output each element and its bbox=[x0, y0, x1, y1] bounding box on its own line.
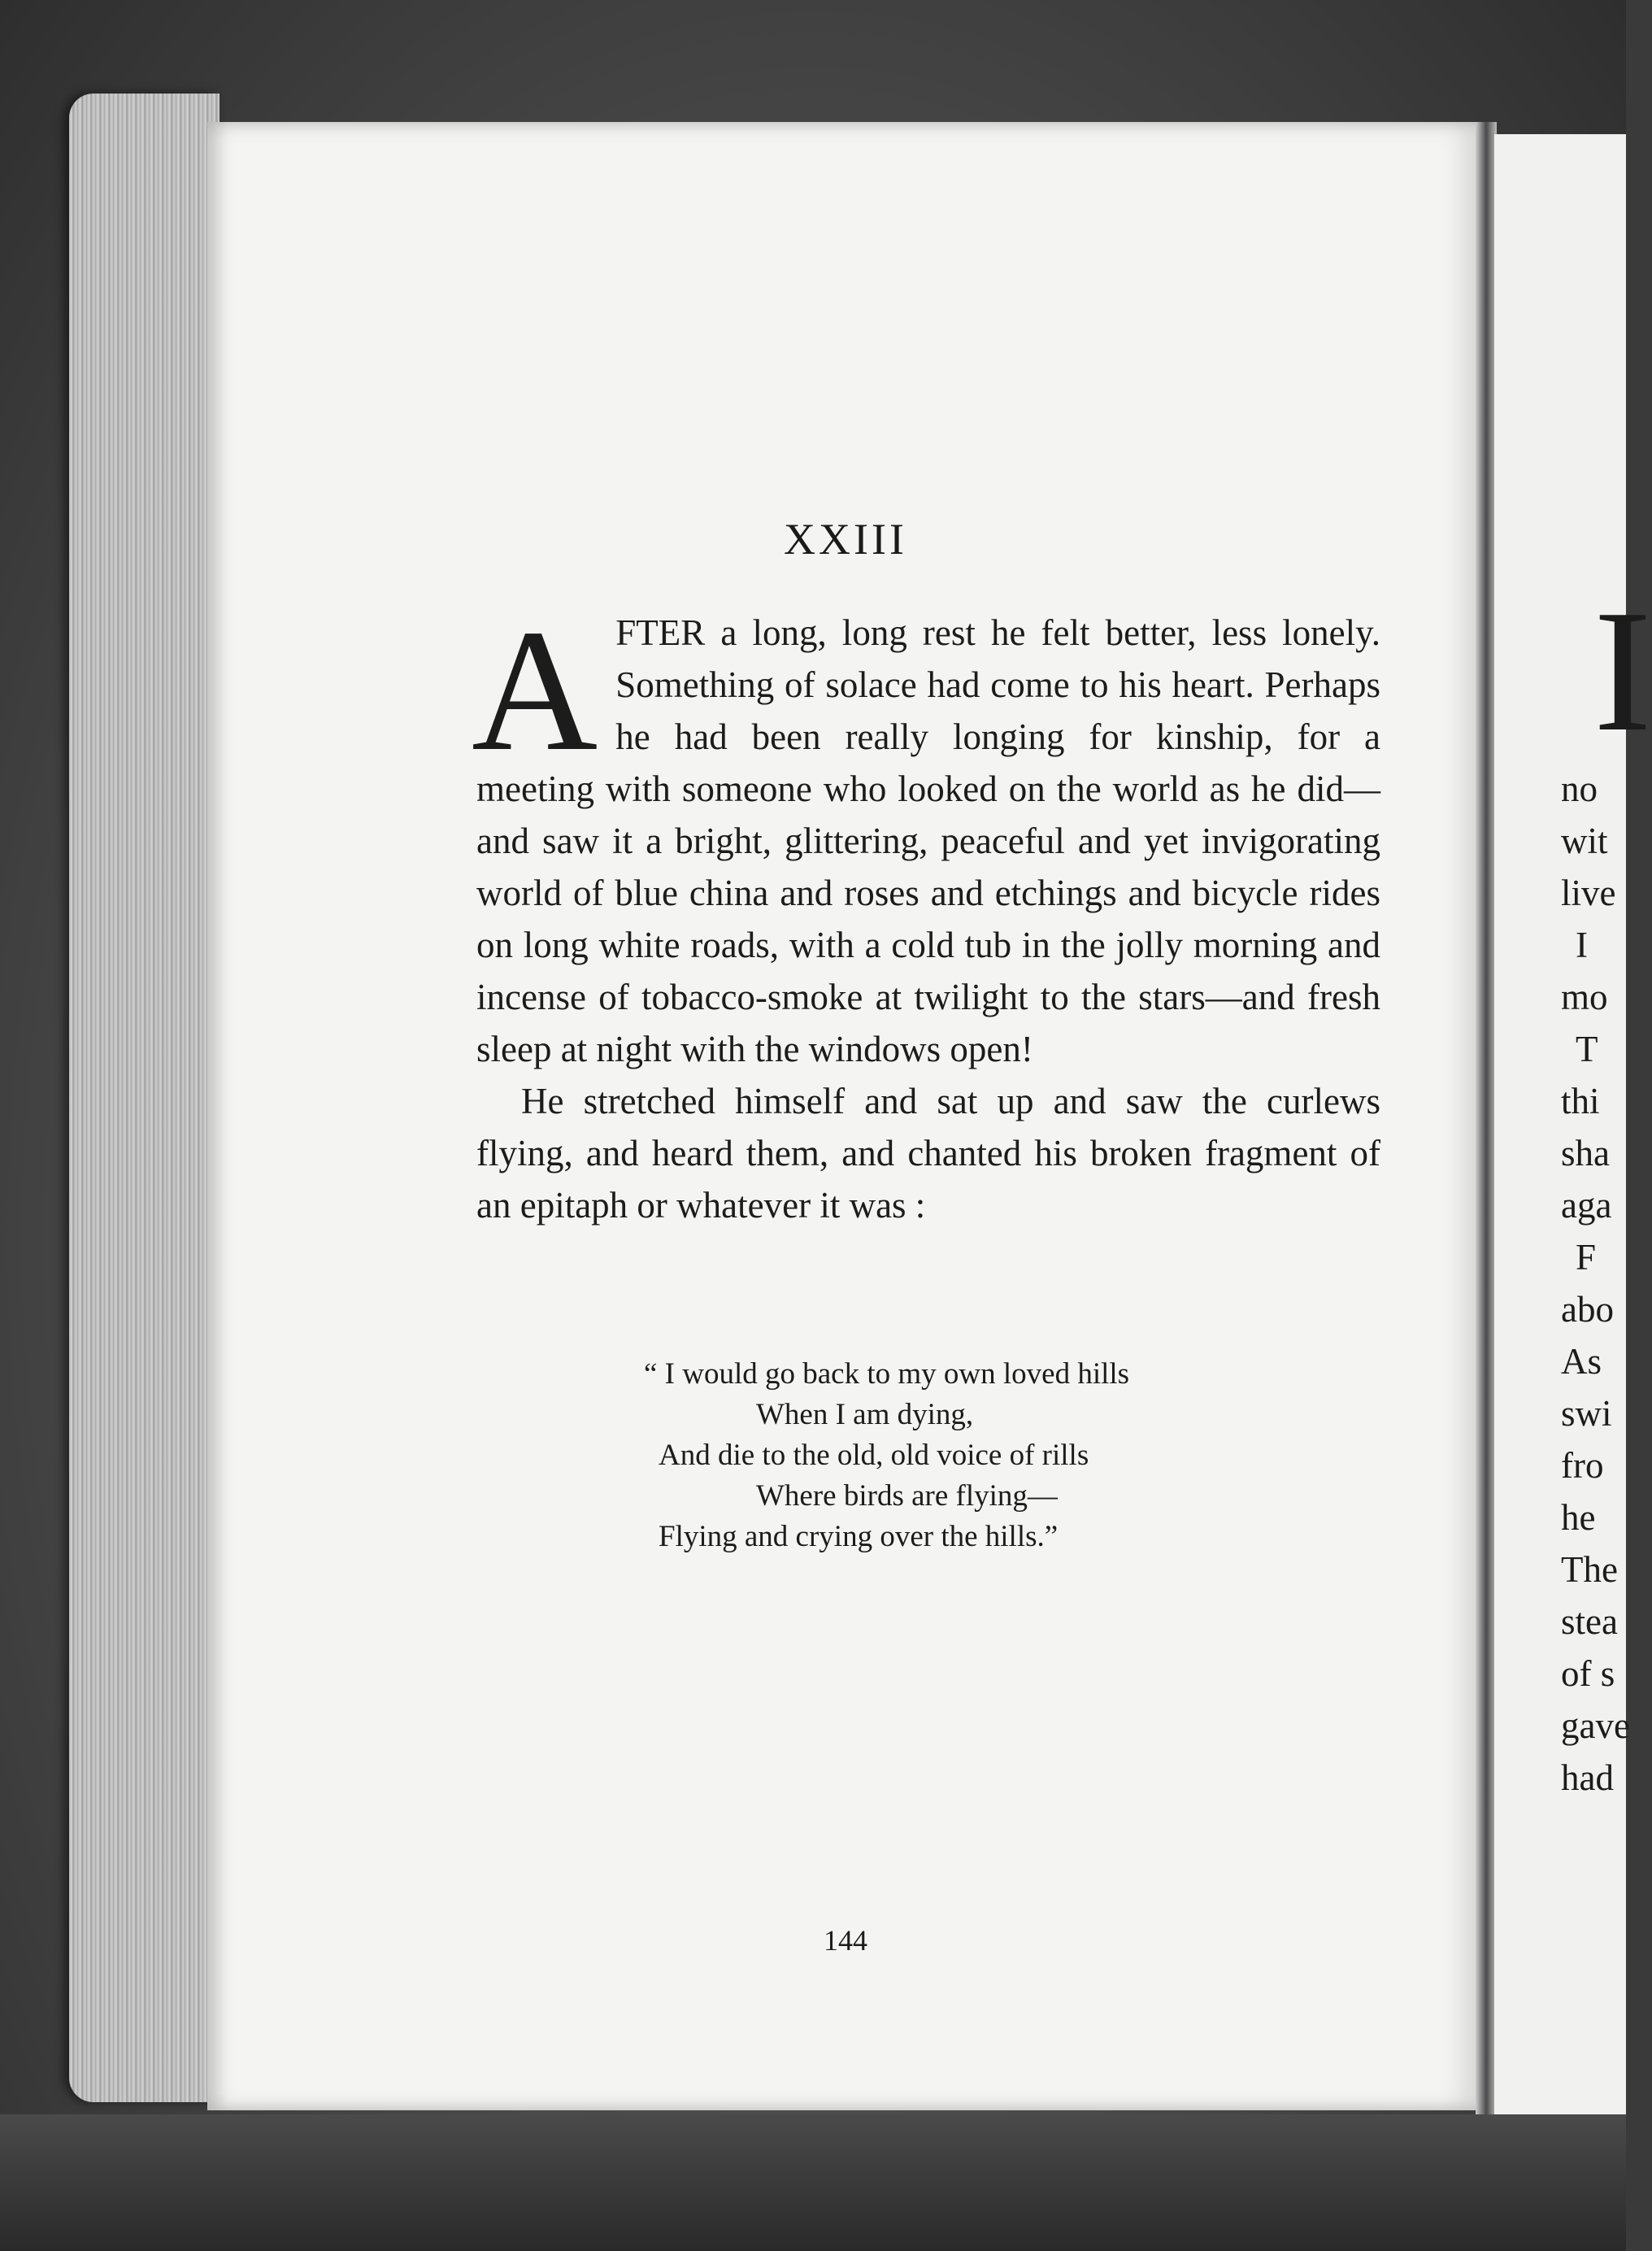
page-edges bbox=[69, 94, 220, 2102]
right-page-fragment: sha bbox=[1561, 1133, 1610, 1173]
drop-cap: A bbox=[472, 593, 598, 787]
right-page-drop-cap: I bbox=[1593, 573, 1652, 768]
paragraph-1 bbox=[472, 593, 1380, 1075]
right-page-fragment: no bbox=[1561, 768, 1598, 809]
right-page-fragment: live bbox=[1561, 873, 1616, 913]
page-number: 144 bbox=[824, 1924, 867, 1957]
right-page-fragment: swi bbox=[1561, 1393, 1612, 1434]
right-page-fragment: he bbox=[1561, 1497, 1596, 1538]
right-page-fragment: gave bbox=[1561, 1705, 1630, 1746]
right-page-fragment: of s bbox=[1561, 1653, 1615, 1694]
right-page-fragment: aga bbox=[1561, 1185, 1612, 1226]
right-page-text-fragments bbox=[1561, 763, 1630, 1804]
chapter-heading: XXIII bbox=[784, 515, 907, 564]
poem-line: When I am dying, bbox=[756, 1398, 974, 1431]
right-page-fragment: F bbox=[1576, 1237, 1597, 1278]
body-text bbox=[472, 593, 1380, 1231]
right-page-fragment: fro bbox=[1561, 1445, 1604, 1486]
poem-line: Flying and crying over the hills.” bbox=[659, 1520, 1059, 1553]
paragraph-2: He stretched himself and sat up and saw the curlews flying, and heard them, and chanted his broken fragment of an epitaph or whatever it was : bbox=[476, 1081, 1380, 1226]
poem-line: “ I would go back to my own loved hills bbox=[644, 1357, 1130, 1391]
right-page-fragment: wit bbox=[1561, 821, 1608, 861]
right-page-fragment: mo bbox=[1561, 977, 1608, 1017]
right-page-fragment: T bbox=[1576, 1029, 1598, 1069]
right-page-fragment: thi bbox=[1561, 1081, 1600, 1121]
paragraph-1-text: FTER a long, long rest he felt better, less lonely. Something of solace had come to his heart. Perhaps he had been really longing for kinship, for a meeting with someone who looked on the world as he did—and saw it a bright, glittering, peaceful and yet invigorating world of blue china and roses and etchings and bicycle rides on long white roads, with a cold tub in the jolly morning and incense of tobacco-smoke at twilight to the stars—and fresh sleep at night with the windows open! bbox=[476, 612, 1380, 1069]
right-page-fragment: As bbox=[1561, 1341, 1602, 1382]
scan-bottom-edge bbox=[0, 2114, 1626, 2251]
poem bbox=[644, 1354, 1228, 1557]
right-page-fragment: stea bbox=[1561, 1601, 1618, 1642]
poem-line: And die to the old, old voice of rills bbox=[659, 1439, 1089, 1472]
right-page-fragment: I bbox=[1576, 925, 1588, 965]
right-page-fragment: abo bbox=[1561, 1289, 1614, 1330]
poem-line: Where birds are flying— bbox=[756, 1479, 1058, 1513]
right-page-fragment: had bbox=[1561, 1757, 1614, 1798]
right-page-fragment: The bbox=[1561, 1549, 1618, 1590]
